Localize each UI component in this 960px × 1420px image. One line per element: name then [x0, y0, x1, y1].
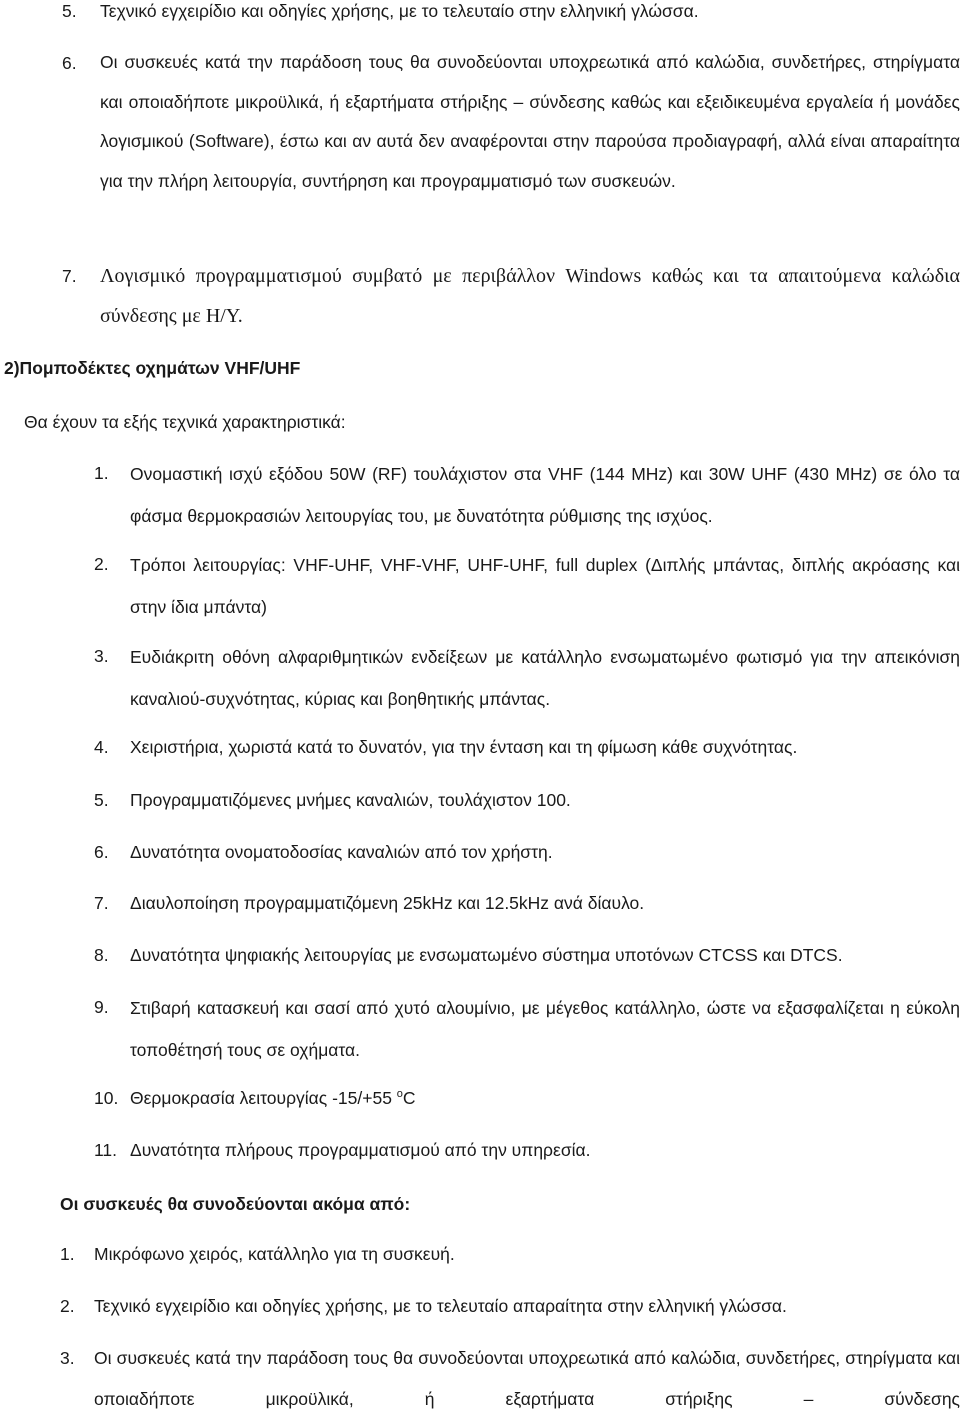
accessory-text: Τεχνικό εγχειρίδιο και οδηγίες χρήσης, με το τελευταίο απαραίτητα στην ελληνική γλώσσα.: [94, 1296, 787, 1316]
list-item: [62, 0, 960, 31]
spec-text: Στιβαρή κατασκευή και σασί από χυτό αλουμίνιο, με μέγεθος κατάλληλο, ώστε να εξασφαλίζεται η εύκολη τοποθέτησή τους σε οχήματα.: [130, 998, 960, 1060]
accessories-heading: Οι συσκευές θα συνοδεύονται ακόμα από:: [60, 1194, 411, 1214]
spec-text: [130, 1078, 960, 1118]
list-number: 6.: [62, 53, 77, 73]
spec-number: 10.: [94, 1088, 119, 1108]
section-heading: 2)Πομποδέκτες οχημάτων VHF/UHF: [4, 358, 301, 378]
accessory-text: Οι συσκευές κατά την παράδοση τους θα συνοδεύονται υποχρεωτικά από καλώδια, συνδετήρες, στηρίγματα και οποιαδήποτε μικροϋλικά, ή εξαρτήματα στήριξης – σύνδεσης: [94, 1348, 960, 1409]
accessory-text: Μικρόφωνο χειρός, κατάλληλο για τη συσκευή.: [94, 1244, 455, 1264]
spec-text: Δυνατότητα ψηφιακής λειτουργίας με ενσωματωμένο σύστημα υποτόνων CTCSS και DTCS.: [130, 945, 843, 965]
spec-text: Προγραμματιζόμενες μνήμες καναλιών, τουλάχιστον 100.: [130, 790, 571, 810]
accessory-number: 2.: [60, 1296, 75, 1316]
spec-item: [94, 883, 960, 923]
spec-number: 4.: [94, 737, 109, 757]
spec-number: 5.: [94, 790, 109, 810]
spec-text: Τρόποι λειτουργίας: VHF-UHF, VHF-VHF, UHF-UHF, full duplex (Διπλής μπάντας, διπλής ακρόασης και στην ίδια μπάντα): [130, 555, 960, 617]
section-intro: Θα έχουν τα εξής τεχνικά χαρακτηριστικά:: [24, 412, 346, 432]
spec-item: [94, 832, 960, 872]
list-text: Τεχνικό εγχειρίδιο και οδηγίες χρήσης, με το τελευταίο στην ελληνική γλώσσα.: [100, 1, 699, 21]
spec-item: [94, 1130, 960, 1170]
accessory-item: [60, 1338, 960, 1418]
spec-text: Ευδιάκριτη οθόνη αλφαριθμητικών ενδείξεων με κατάλληλο ενσωματωμένο φωτισμό για την απεικόνιση καναλιού-συχνότητας, κύριας και βοηθητικής μπάντας.: [130, 647, 960, 709]
degree-superscript: o: [396, 1088, 403, 1101]
spec-text-unit: C: [402, 1088, 416, 1108]
spec-text: Ονομαστική ισχύ εξόδου 50W (RF) τουλάχιστον στα VHF (144 MHz) και 30W UHF (430 MHz) σε όλο τα φάσμα θερμοκρασιών λειτουργίας του, με δυνατότητα ρύθμισης της ισχύος.: [130, 464, 960, 526]
spec-text: Δυνατότητα πλήρους προγραμματισμού από την υπηρεσία.: [130, 1140, 591, 1160]
accessory-item: [60, 1286, 960, 1326]
accessory-item: [60, 1234, 960, 1274]
spec-number: 11.: [94, 1140, 118, 1160]
spec-text: Δυνατότητα ονοματοδοσίας καναλιών από τον χρήστη.: [130, 842, 553, 862]
spec-item: [94, 727, 960, 767]
list-text: Οι συσκευές κατά την παράδοση τους θα συνοδεύονται υποχρεωτικά από καλώδια, συνδετήρες, στηρίγματα και οποιαδήποτε μικροϋλικά, ή εξαρτήματα στήριξης – σύνδεσης καθώς και εξειδικευμένα εργαλεία ή μονάδες λογισμικού (Software), έστω και αν αυτά δεν αναφέρονται στην παρούσα προδιαγραφή, αλλά είναι απαραίτητα για την πλήρη λειτουργία, συντήρηση και προγραμματισμό των συσκευών.: [100, 52, 960, 191]
accessory-number: 1.: [60, 1244, 75, 1264]
accessory-number: 3.: [60, 1348, 75, 1368]
spec-item: [94, 544, 960, 624]
spec-number: 9.: [94, 997, 109, 1017]
spec-number: 3.: [94, 646, 109, 666]
spec-number: 7.: [94, 893, 109, 913]
spec-text: Διαυλοποίηση προγραμματιζόμενη 25kHz και 12.5kHz ανά δίαυλο.: [130, 893, 645, 913]
spec-item: [94, 780, 960, 820]
spec-item: [94, 1078, 960, 1118]
spec-item: [94, 987, 960, 1067]
spec-number: 8.: [94, 945, 109, 965]
list-number: 7.: [62, 266, 77, 286]
spec-item: [94, 935, 960, 975]
list-text: Λογισμικό προγραμματισμού συμβατό με περιβάλλον Windows καθώς και τα απαιτούμενα καλώδια σύνδεσης με Η/Υ.: [100, 265, 960, 327]
spec-text-main: Θερμοκρασία λειτουργίας -15/+55: [130, 1088, 397, 1108]
spec-number: 6.: [94, 842, 109, 862]
spec-item: [94, 636, 960, 716]
list-item: [62, 43, 960, 243]
list-item: [62, 256, 960, 336]
spec-item: [94, 453, 960, 533]
list-number: 5.: [62, 1, 77, 21]
spec-number: 1.: [94, 463, 109, 483]
spec-number: 2.: [94, 554, 109, 574]
spec-text: Χειριστήρια, χωριστά κατά το δυνατόν, για την ένταση και τη φίμωση κάθε συχνότητας.: [130, 737, 798, 757]
